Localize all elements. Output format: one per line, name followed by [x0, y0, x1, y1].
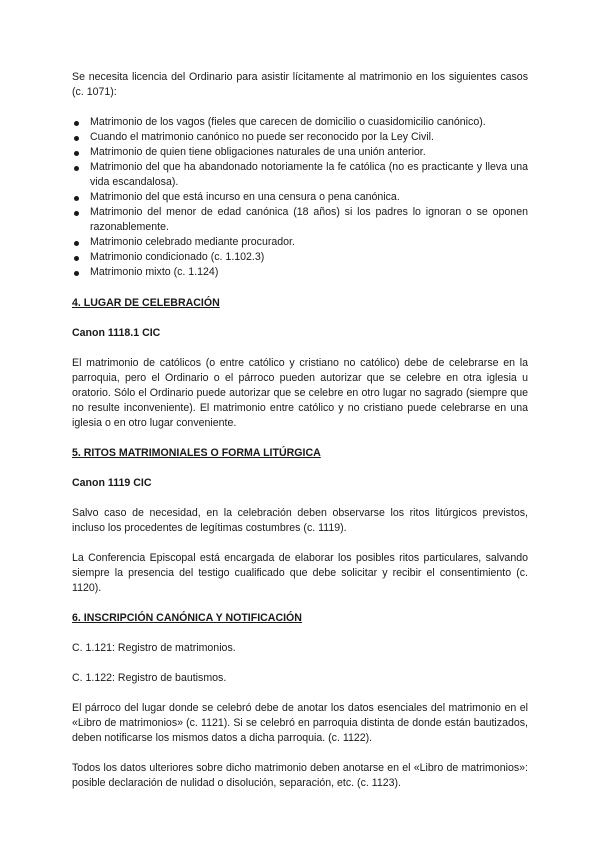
list-item: [72, 265, 528, 280]
bullet-icon: [74, 136, 79, 141]
list-item: [72, 115, 528, 130]
list-item-text: Matrimonio del que está incurso en una censura o pena canónica.: [90, 191, 400, 203]
license-cases-list: [72, 115, 528, 280]
section-6-heading: 6. INSCRIPCIÓN CANÓNICA Y NOTIFICACIÓN: [72, 612, 302, 624]
list-item-text: Matrimonio condicionado (c. 1.102.3): [90, 251, 265, 263]
list-item-text: Matrimonio de los vagos (fieles que carecen de domicilio o cuasidomicilio canónico).: [90, 116, 486, 128]
bullet-icon: [74, 151, 79, 156]
list-item-text: Matrimonio del menor de edad canónica (18 años) si los padres lo ignoran o se oponen razonablemente.: [90, 206, 528, 233]
list-item-text: Matrimonio mixto (c. 1.124): [90, 266, 219, 278]
section-6-paragraph: El párroco del lugar donde se celebró debe de anotar los datos esenciales del matrimonio en el «Libro de matrimonios» (c. 1121). Si se celebró en parroquia distinta de donde están bautizados, deben notificarse los mismos datos a dicha parroquia. (c. 1122).: [72, 702, 528, 744]
section-4-paragraph: El matrimonio de católicos (o entre católico y cristiano no católico) debe de celebrarse en la parroquia, pero el Ordinario o el párroco pueden autorizar que se celebre en otra iglesia u oratorio. Sólo el Ordinario puede autorizar que se celebre en otro lugar no sagrado (siempre que no resulte inconveniente). El matrimonio entre católico y no cristiano puede celebrarse en una iglesia o en otro lugar conveniente.: [72, 357, 528, 429]
section-6-paragraph: Todos los datos ulteriores sobre dicho matrimonio deben anotarse en el «Libro de matrimonios»: posible declaración de nulidad o disolución, separación, etc. (c. 1123).: [72, 762, 528, 789]
list-item-text: Cuando el matrimonio canónico no puede ser reconocido por la Ley Civil.: [90, 131, 434, 143]
section-5-paragraph: La Conferencia Episcopal está encargada de elaborar los posibles ritos particulares, salvando siempre la presencia del testigo cualificado que debe solicitar y recibir el consentimiento (c. 1120).: [72, 552, 528, 594]
section-5-paragraph: Salvo caso de necesidad, en la celebración deben observarse los ritos litúrgicos previstos, incluso los procedentes de legítimas costumbres (c. 1119).: [72, 507, 528, 534]
document-page: [72, 70, 528, 806]
list-item-text: Matrimonio de quien tiene obligaciones naturales de una unión anterior.: [90, 146, 426, 158]
bullet-icon: [74, 241, 79, 246]
section-4-canon: Canon 1118.1 CIC: [72, 327, 161, 339]
list-item: [72, 130, 528, 145]
bullet-icon: [74, 196, 79, 201]
list-item-text: Matrimonio del que ha abandonado notoriamente la fe católica (no es practicante y lleva una vida escandalosa).: [90, 161, 528, 188]
section-6-paragraph: C. 1.121: Registro de matrimonios.: [72, 642, 236, 654]
section-6-paragraph: C. 1.122: Registro de bautismos.: [72, 672, 227, 684]
list-item: [72, 145, 528, 160]
intro-paragraph: Se necesita licencia del Ordinario para asistir lícitamente al matrimonio en los siguientes casos (c. 1071):: [72, 71, 528, 98]
list-item: [72, 160, 528, 190]
section-5-canon: Canon 1119 CIC: [72, 477, 152, 489]
list-item: [72, 250, 528, 265]
section-5-heading: 5. RITOS MATRIMONIALES O FORMA LITÚRGICA: [72, 447, 321, 459]
bullet-icon: [74, 271, 79, 276]
section-4-heading: 4. LUGAR DE CELEBRACIÓN: [72, 297, 220, 309]
bullet-icon: [74, 166, 79, 171]
list-item: [72, 190, 528, 205]
list-item: [72, 205, 528, 235]
bullet-icon: [74, 211, 79, 216]
bullet-icon: [74, 256, 79, 261]
bullet-icon: [74, 121, 79, 126]
list-item-text: Matrimonio celebrado mediante procurador.: [90, 236, 295, 248]
list-item: [72, 235, 528, 250]
